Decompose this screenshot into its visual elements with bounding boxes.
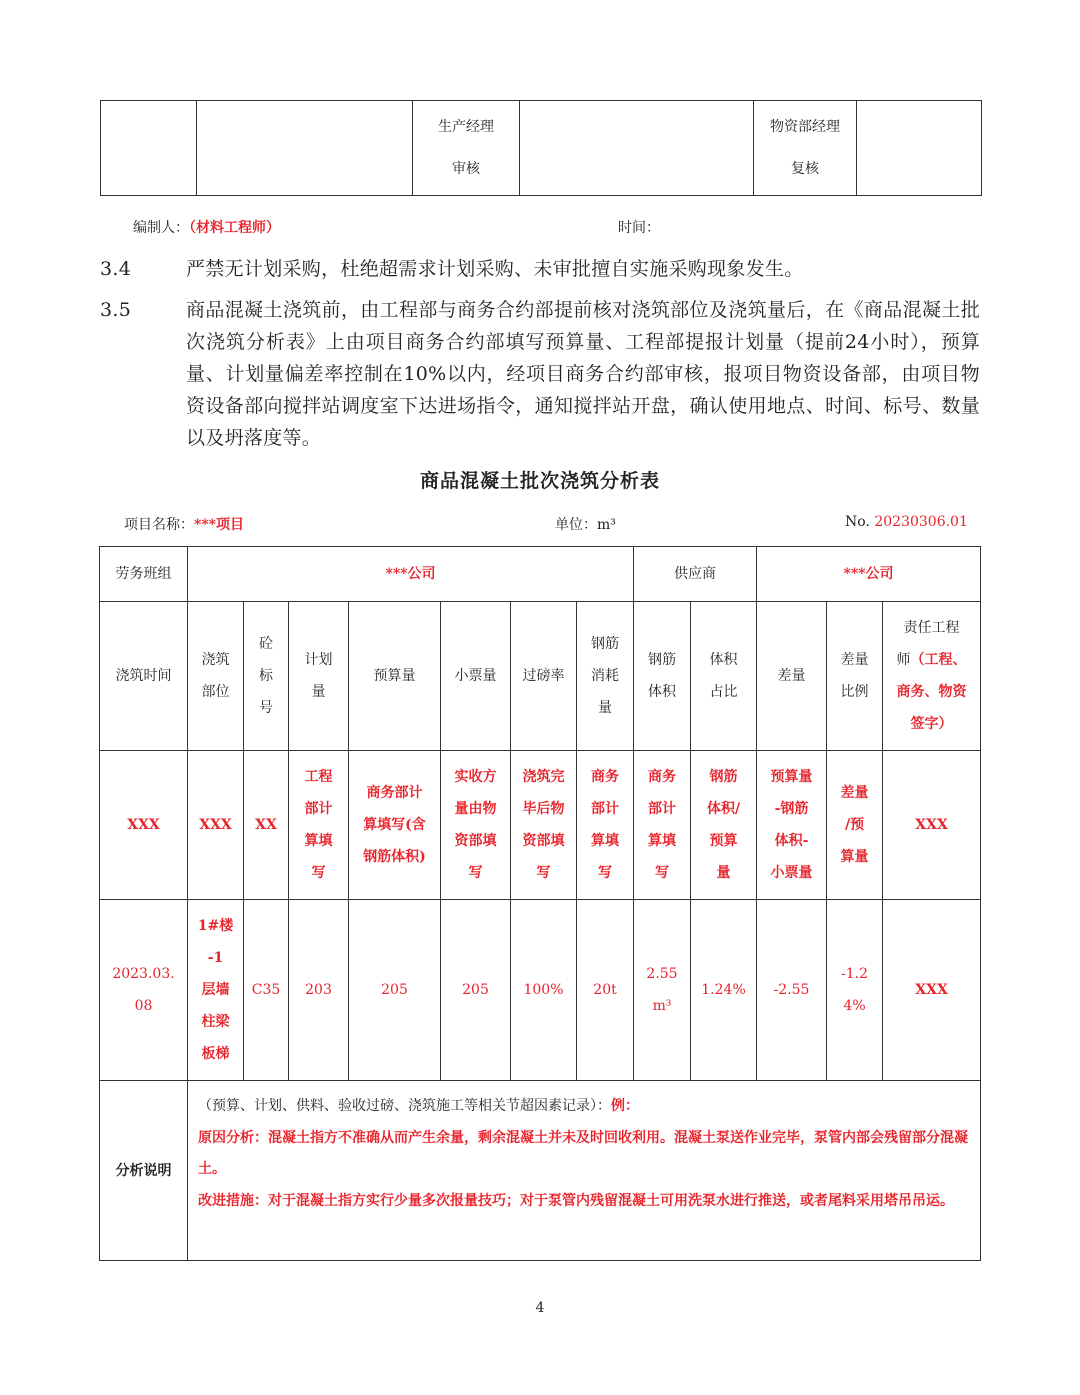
cell-line: 商务 [591,769,619,785]
table-header-row [100,602,981,751]
compiler-label: 编制人： [133,220,189,236]
header-line: 计划 [304,652,333,668]
cell-line: 量由物 [454,801,497,817]
cell-line: 算填写(含 [363,817,426,833]
clause-3-5 [100,294,980,454]
example-pour-time [100,900,188,1081]
unit-text: 单位：m³ [555,517,616,533]
header-ticket: 小票量 [441,602,511,751]
cell-line: 算填 [591,833,619,849]
guide-responsible: XXX [883,751,981,900]
example-diff-ratio [827,900,883,1081]
cell-line: 柱梁 [201,1014,230,1030]
example-pour-part [188,900,244,1081]
header-line: 比例 [840,684,869,700]
header-line: 差量 [840,652,869,668]
example-overweigh: 100% [511,900,577,1081]
header-line-part: 师 [896,652,911,668]
cell-line: 毕后物 [522,801,565,817]
approval-cell-empty [520,101,754,196]
header-line: 责任工程 [903,620,960,636]
analysis-content [188,1081,981,1261]
header-budget: 预算量 [349,602,441,751]
pour-analysis-table [99,546,981,1261]
header-overweigh: 过磅率 [511,602,577,751]
clause-text: 严禁无计划采购，杜绝超需求计划采购、未审批擅自实施采购现象发生。 [186,258,804,280]
cell-line: -1 [207,950,224,966]
cell-line: 资部填 [522,833,565,849]
header-line: 标 [259,668,273,684]
cell-line: 部计 [591,801,619,817]
example-budget: 205 [349,900,441,1081]
guide-ticket [441,751,511,900]
cell-line: 工程 [304,769,333,785]
approval-cell-empty [857,101,982,196]
cell-line: 层墙 [201,982,230,998]
header-line: 签字） [910,716,953,732]
approval-cell-empty [197,101,413,196]
cell-line: 浇筑完 [522,769,565,785]
cell-line: 体积- [774,833,809,849]
cell-line: 资部填 [454,833,497,849]
cell-line: /预 [844,817,865,833]
cell-line: 写 [536,865,551,881]
header-line: 钢筋 [648,652,677,668]
header-line-part: （工程、 [910,652,967,668]
header-responsible [883,602,981,751]
cell-line: 算填 [304,833,333,849]
example-plan: 203 [289,900,349,1081]
table-title: 商品混凝土批次浇筑分析表 [419,470,660,492]
guide-overweigh [511,751,577,900]
production-manager-cell [413,101,520,196]
header-line: 体积 [709,652,738,668]
cell-line: 部计 [648,801,677,817]
cell-line: 商务部计 [366,785,423,801]
header-pour-time: 浇筑时间 [100,602,188,751]
approval-table [100,100,982,196]
supplier-label: 供应商 [634,547,757,602]
header-line: 砼 [259,636,273,652]
guide-budget [349,751,441,900]
clause-number: 3.5 [100,299,132,321]
materials-manager-label: 物资部经理 [770,119,840,135]
analysis-intro-line [198,1091,972,1123]
cell-line: -1.2 [841,966,869,982]
cell-line: 2.55 [646,966,678,982]
guide-rebar-volume [634,751,691,900]
guide-pour-part: XXX [188,751,244,900]
cell-line: m³ [652,998,672,1014]
cell-line: 部计 [304,801,333,817]
example-responsible: XXX [883,900,981,1081]
analysis-intro: （预算、计划、供料、验收过磅、浇筑施工等相关节超因素记录）： [198,1098,611,1114]
example-row [100,900,981,1081]
form-number [845,514,968,530]
form-number-label: No. [845,514,875,530]
header-line: 浇筑 [201,652,230,668]
analysis-row [100,1081,981,1261]
cell-line: 1#楼 [197,918,234,934]
cell-line: 写 [468,865,483,881]
example-rebar-volume [634,900,691,1081]
cell-line: 08 [134,998,153,1014]
guide-grade: XX [244,751,289,900]
labor-company: ***公司 [188,547,634,602]
guide-row [100,751,981,900]
header-pour-part [188,602,244,751]
header-line: 部位 [201,684,230,700]
header-line: 量 [311,684,326,700]
header-rebar-volume [634,602,691,751]
header-grade [244,602,289,751]
guide-volume-ratio [691,751,757,900]
project-value: ***项目 [194,517,244,533]
cell-line: 预算量 [770,769,813,785]
example-rebar-consume: 20t [577,900,634,1081]
cell-line: 算量 [840,849,869,865]
cell-line: -钢筋 [774,801,809,817]
analysis-label: 分析说明 [100,1081,188,1261]
form-number-value: 20230306.01 [874,514,968,530]
clause-number: 3.4 [100,258,132,280]
clause-text: 商品混凝土浇筑前，由工程部与商务合约部提前核对浇筑部位及浇筑量后，在《商品混凝土批次浇筑分析表》上由项目商务合约部填写预算量、工程部提报计划量（提前24小时），预算量、计划量偏差率控制在10%以内，经项目商务合约部审核，报项目物资设备部，由项目物资设备部向搅拌站调度室下达进场指令，通知搅拌站开盘，确认使用地点、时间、标号、数量以及坍落度等。 [186,299,980,449]
header-line: 量 [598,700,612,716]
header-volume-ratio [691,602,757,751]
supplier-company: ***公司 [757,547,981,602]
cell-line: 写 [311,865,326,881]
header-diff-ratio [827,602,883,751]
header-plan [289,602,349,751]
header-line: 占比 [709,684,738,700]
guide-plan [289,751,349,900]
compiler-line [133,217,280,237]
header-line: 商务、物资 [896,684,967,700]
guide-pour-time: XXX [100,751,188,900]
example-volume-ratio: 1.24% [691,900,757,1081]
cell-line: 钢筋体积) [363,849,426,865]
analysis-example-label: 例： [611,1098,639,1114]
page-number: 4 [535,1300,545,1316]
production-manager-label: 生产经理 [438,119,494,135]
project-name [124,514,244,534]
cell-line: 量 [716,865,731,881]
header-line [887,644,976,676]
header-line: 号 [259,700,273,716]
cell-line: 预算 [709,833,738,849]
compiler-value: （材料工程师） [189,220,280,236]
materials-manager-action: 复核 [791,161,819,177]
header-rebar-consume [577,602,634,751]
header-line: 体积 [648,684,677,700]
table-row [100,547,981,602]
production-manager-action: 审核 [452,161,480,177]
time-label: 时间： [618,220,660,236]
cell-line: 商务 [648,769,677,785]
cell-line: 2023.03. [112,966,175,982]
cell-line: 小票量 [770,865,813,881]
cell-line: 写 [598,865,612,881]
header-diff: 差量 [757,602,827,751]
cell-line: 实收方 [454,769,497,785]
cell-line: 体积/ [706,801,741,817]
example-ticket: 205 [441,900,511,1081]
analysis-measures: 改进措施：对于混凝土指方实行少量多次报量技巧；对于泵管内残留混凝土可用洗泵水进行推送，或者尾料采用塔吊吊运。 [198,1192,954,1209]
labor-team-label: 劳务班组 [100,547,188,602]
header-line: 钢筋 [591,636,619,652]
project-label: 项目名称： [124,517,194,533]
cell-line: 4% [843,998,866,1014]
clause-3-4 [100,253,980,285]
analysis-cause: 原因分析：混凝土指方不准确从而产生余量，剩余混凝土并未及时回收利用。混凝土泵送作业完毕，泵管内部会残留部分混凝土。 [198,1129,968,1177]
materials-manager-cell [754,101,857,196]
cell-line: 写 [655,865,670,881]
example-grade: C35 [244,900,289,1081]
guide-diff-ratio [827,751,883,900]
approval-cell-empty [101,101,197,196]
cell-line: 差量 [840,785,869,801]
guide-rebar-consume [577,751,634,900]
cell-line: 算填 [648,833,677,849]
header-line: 消耗 [591,668,619,684]
cell-line: 板梯 [201,1046,230,1062]
cell-line: 钢筋 [709,769,738,785]
example-diff: -2.55 [757,900,827,1081]
guide-diff [757,751,827,900]
